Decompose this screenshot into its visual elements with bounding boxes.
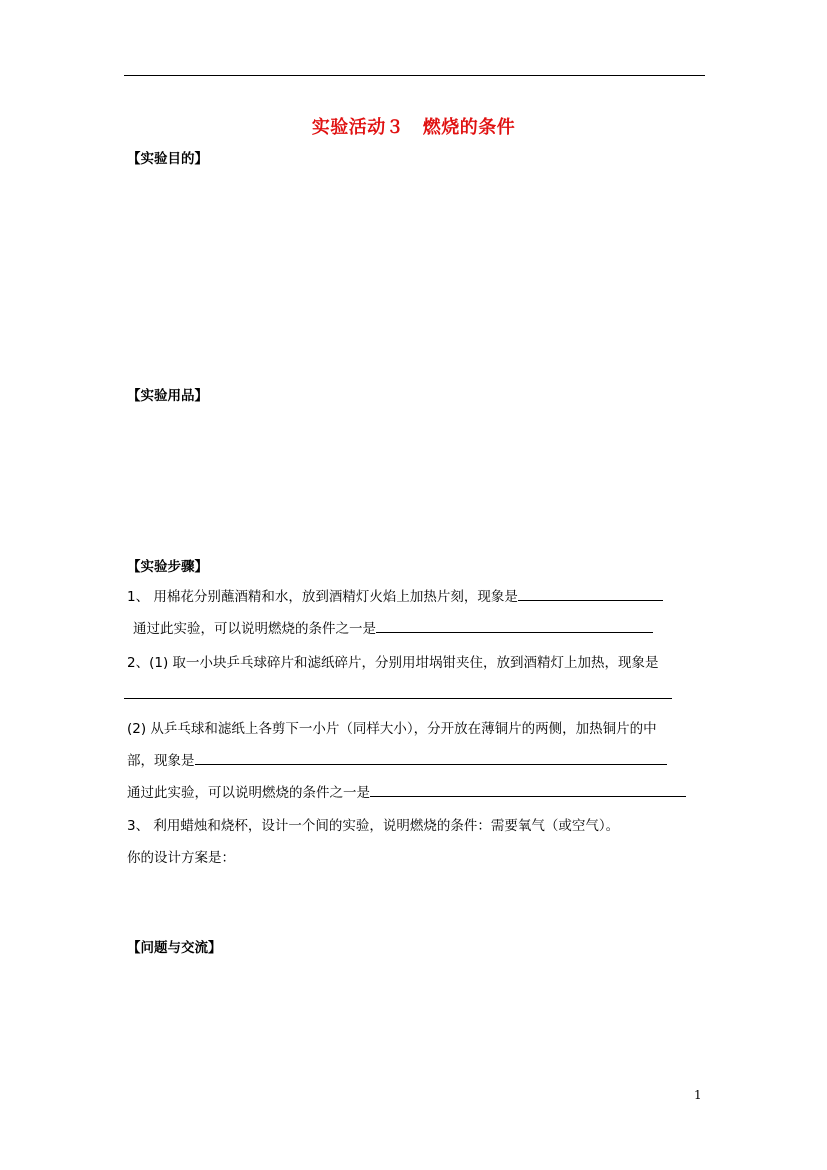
step2-answer-blank-b[interactable] — [195, 750, 667, 765]
page-title: 实验活动３ 燃烧的条件 — [311, 117, 516, 138]
step2-text-a: 2、(1) 取一小块乒乓球碎片和滤纸碎片，分别用坩埚钳夹住，放到酒精灯上加热，现象是 — [127, 655, 659, 671]
page-number: 1 — [694, 1088, 702, 1102]
step1-text-a: 1、 用棉花分别蘸酒精和水，放到酒精灯火焰上加热片刻，现象是 — [127, 589, 518, 605]
section-materials-heading: 【实验用品】 — [127, 388, 208, 404]
step1-text-b: 通过此实验，可以说明燃烧的条件之一是 — [133, 621, 376, 637]
step3-line-b — [127, 846, 235, 866]
section-steps-heading: 【实验步骤】 — [127, 559, 208, 575]
step2-text-b: (2) 从乒乓球和滤纸上各剪下一小片（同样大小），分开放在薄铜片的两侧，加热铜片的中 — [127, 721, 657, 737]
section-discussion-heading: 【问题与交流】 — [127, 940, 222, 956]
step1-line-b — [133, 617, 653, 637]
step2-text-c: 部，现象是 — [127, 753, 195, 769]
step2-answer-blank-c[interactable] — [370, 782, 686, 797]
step3-text-a: 3、 利用蜡烛和烧杯，设计一个间的实验，说明燃烧的条件：需要氧气（或空气）。 — [127, 818, 620, 834]
section-purpose-heading: 【实验目的】 — [127, 151, 208, 167]
step2-answer-blank-a[interactable] — [124, 698, 672, 699]
header-rule — [124, 75, 705, 76]
step2-line-d — [127, 781, 686, 801]
step2-line-c — [127, 749, 667, 769]
step3-line-a — [127, 814, 619, 834]
step1-line-a — [127, 585, 663, 605]
step2-text-d: 通过此实验，可以说明燃烧的条件之一是 — [127, 785, 370, 801]
step1-answer-blank-a[interactable] — [518, 586, 663, 601]
step3-text-b: 你的设计方案是： — [127, 850, 235, 866]
step2-line-a — [127, 651, 659, 671]
step1-answer-blank-b[interactable] — [376, 618, 653, 633]
step2-line-b — [127, 717, 657, 737]
